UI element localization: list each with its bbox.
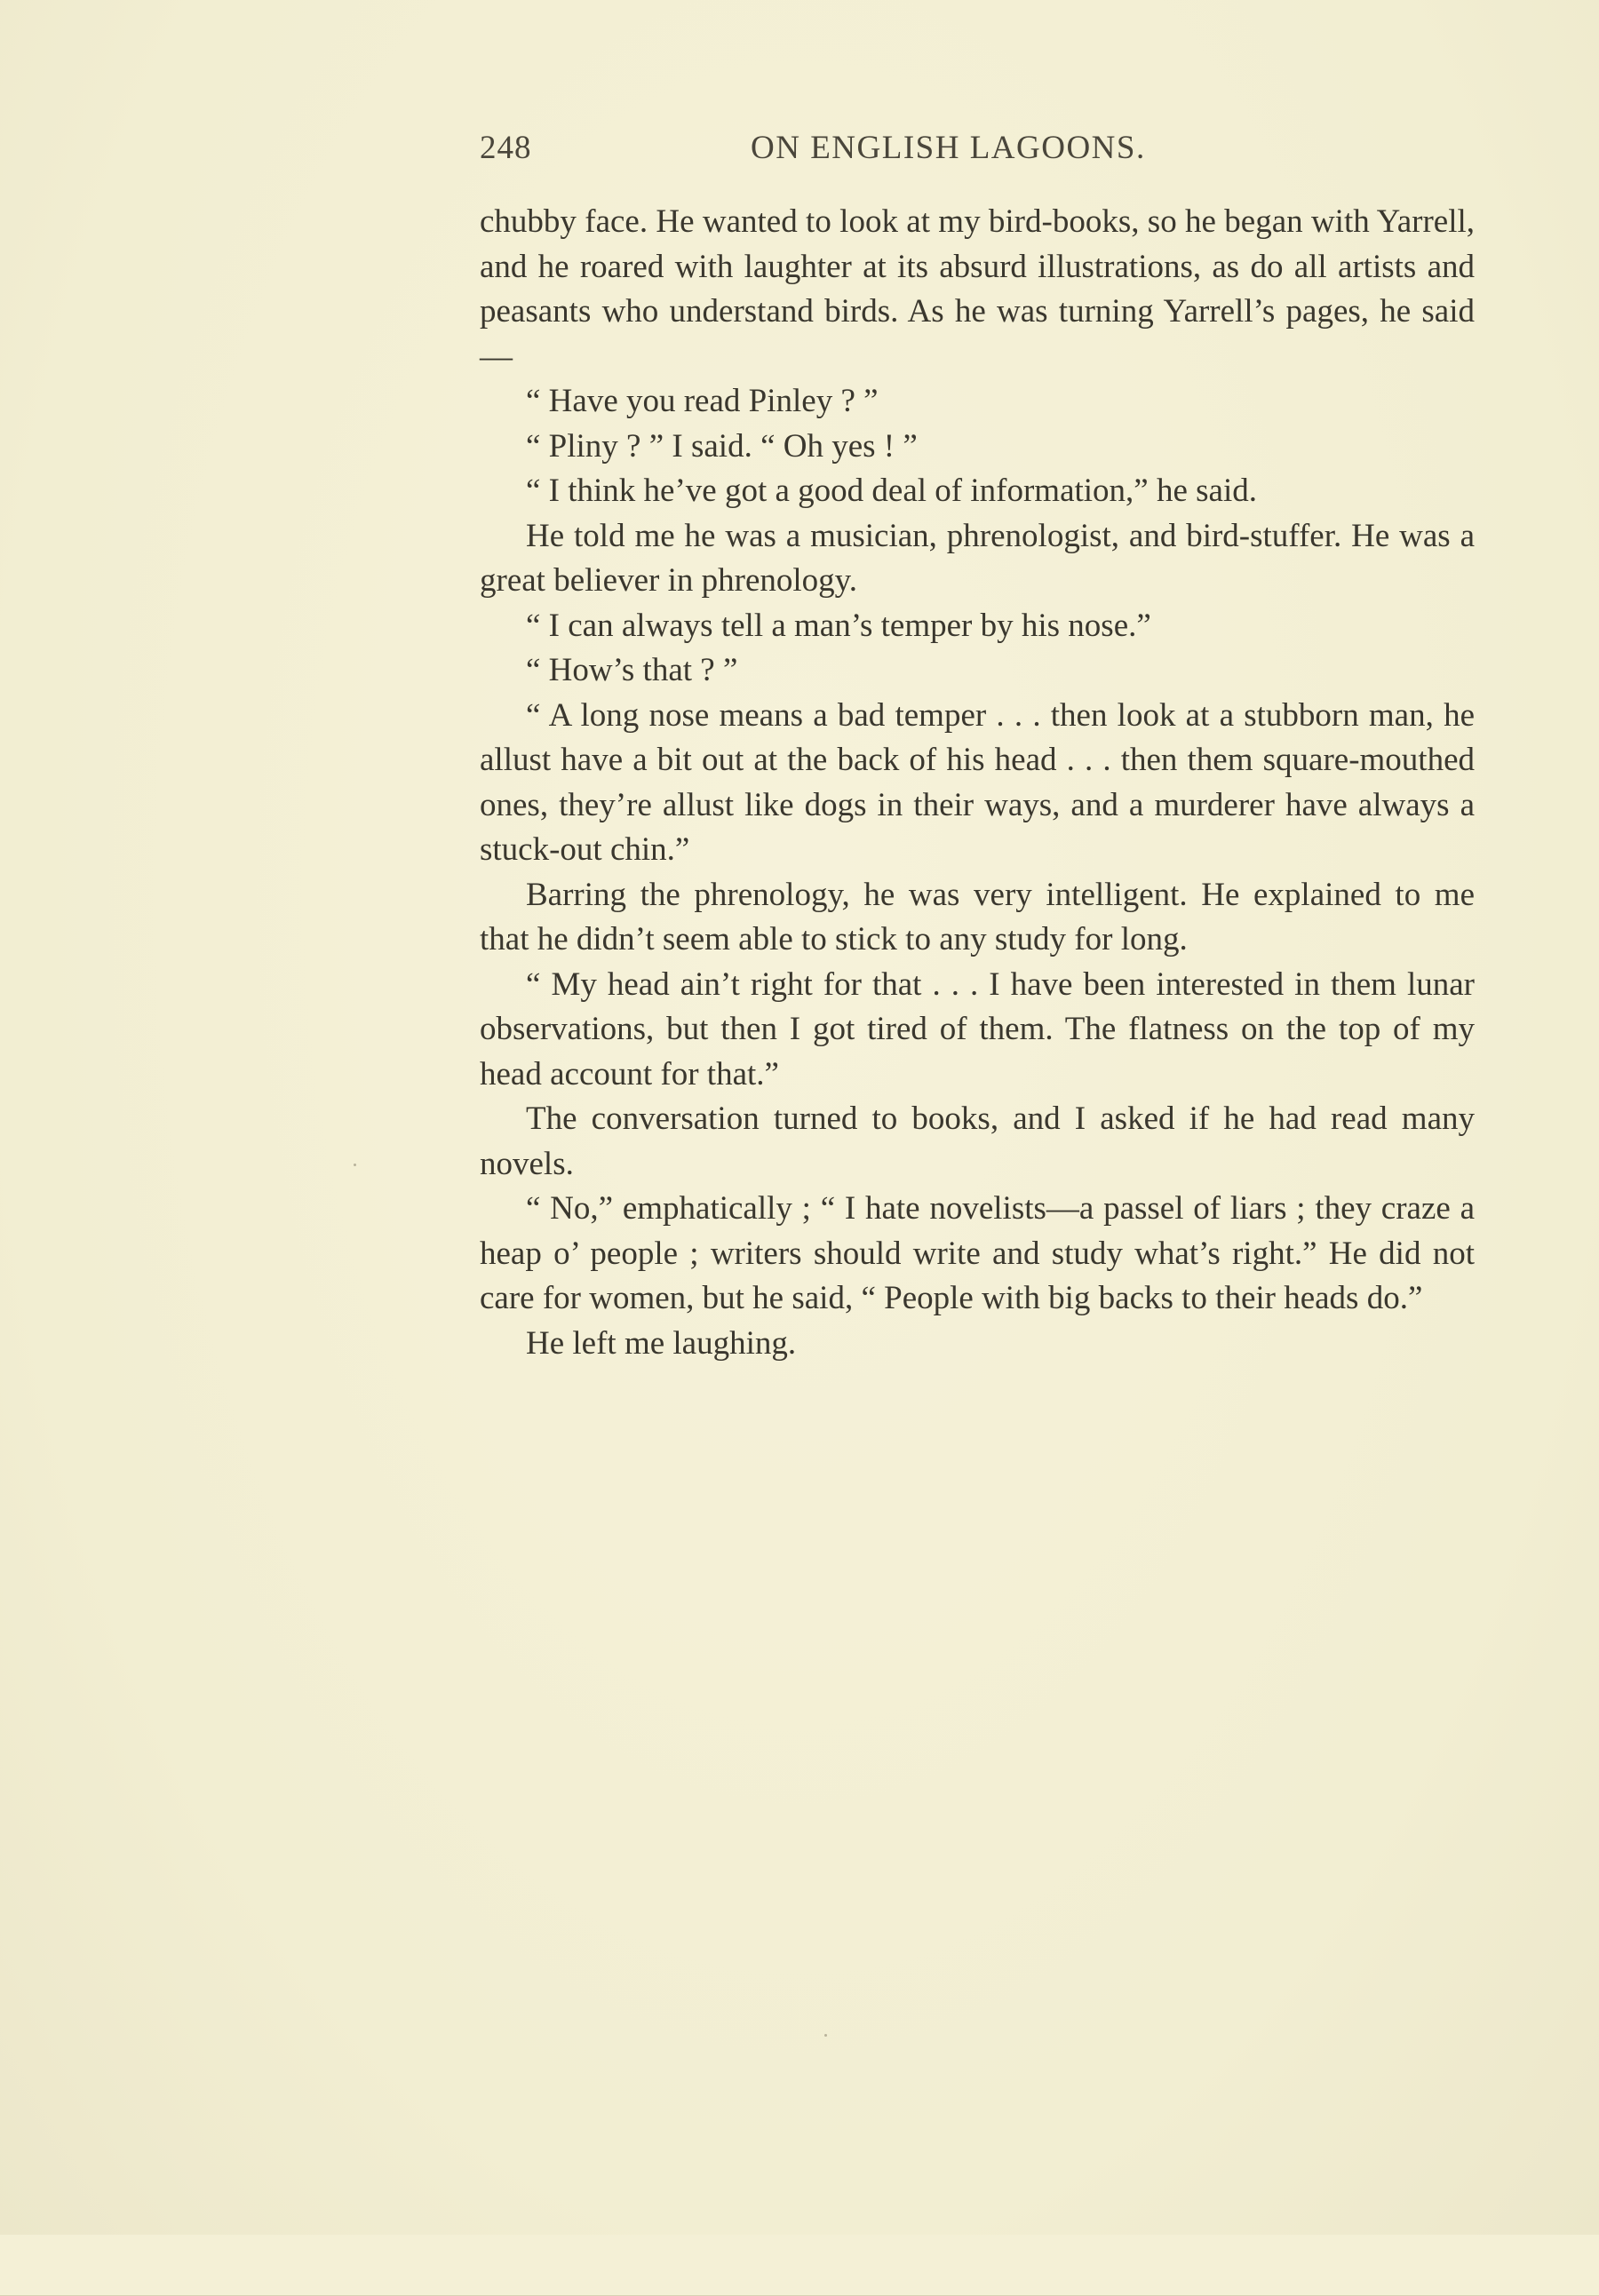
paragraph: “ Have you read Pinley ? ” bbox=[526, 383, 879, 419]
paragraph: The conversation turned to books, and I asked if he had read many novels. bbox=[480, 1100, 1475, 1182]
running-head: ON ENGLISH LAGOONS. bbox=[751, 130, 1146, 166]
paragraph: chubby face. He wanted to look at my bird-books, so he began with Yarrell, and he roared with laughter at its absurd illustrations, as do all artists and peasants who understand birds. As he was turning Yarrell’s pages, he said— bbox=[480, 203, 1475, 375]
page-header bbox=[480, 129, 1475, 173]
paragraph: “ No,” emphatically ; “ I hate novelists—a passel of liars ; they craze a heap o’ people ; writers should write and study what’s right.” He did not care for women, but he said, “ People with big backs to their heads do.” bbox=[480, 1190, 1475, 1316]
paper-speck bbox=[824, 2034, 827, 2037]
paragraph: “ I can always tell a man’s temper by his nose.” bbox=[526, 607, 1151, 644]
paragraph: Barring the phrenology, he was very intelligent. He explained to me that he didn’t seem able to stick to any study for long. bbox=[480, 876, 1475, 957]
paragraph: He left me laughing. bbox=[526, 1324, 797, 1362]
body-text bbox=[480, 200, 1475, 1366]
paragraph: “ I think he’ve got a good deal of information,” he said. bbox=[526, 473, 1257, 509]
paper-speck bbox=[354, 1164, 356, 1166]
paragraph: “ Pliny ? ” I said. “ Oh yes ! ” bbox=[526, 427, 918, 465]
paragraph: “ How’s that ? ” bbox=[526, 652, 738, 688]
page-number: 248 bbox=[480, 130, 532, 166]
paragraph: “ A long nose means a bad temper . . . then look at a stubborn man, he allust have a bit out at the back of his head . . . then them square-mouthed ones, they’re allust like dogs in their ways, and a murderer have always a stuck-out chin.” bbox=[480, 696, 1475, 868]
paragraph: “ My head ain’t right for that . . . I have been interested in them lunar observations, but then I got tired of them. The flatness on the top of my head account for that.” bbox=[480, 965, 1475, 1092]
paragraph: He told me he was a musician, phrenologist, and bird-stuffer. He was a great believer in phrenology. bbox=[480, 517, 1475, 599]
